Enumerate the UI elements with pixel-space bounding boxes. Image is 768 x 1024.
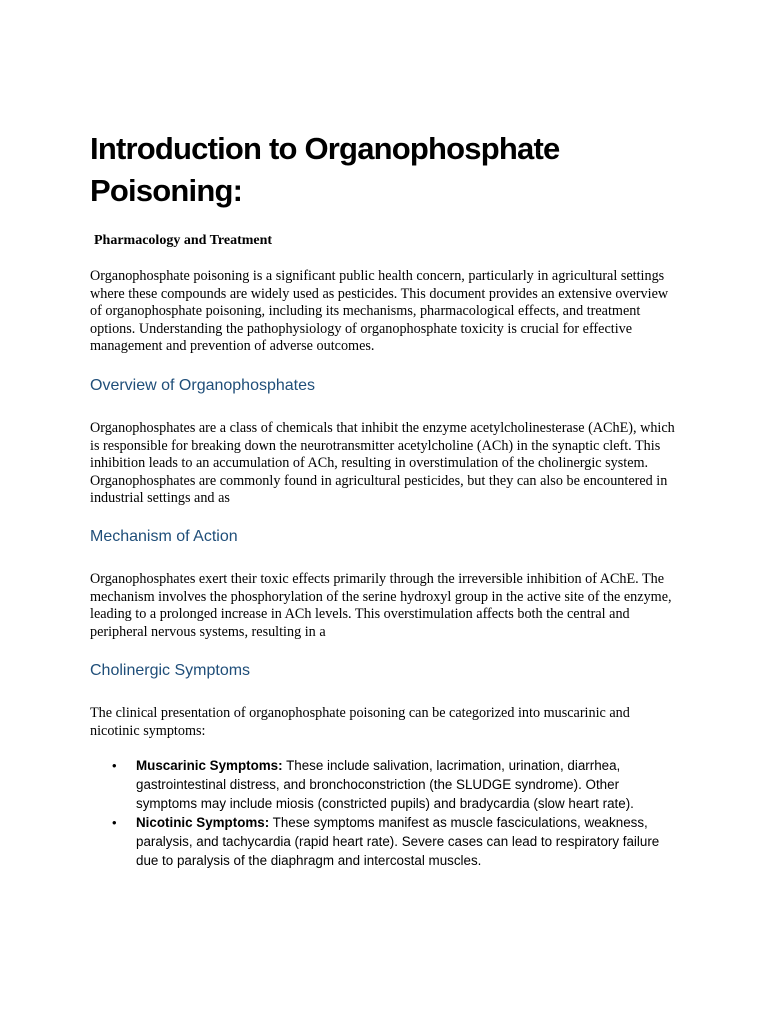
bullet-icon: •	[112, 758, 117, 773]
section-body-overview: Organophosphates are a class of chemicals that inhibit the enzyme acetylcholinesterase (AChE), which is responsible for breaking down the neurotransmitter acetylcholine (ACh) in the synaptic cleft. This inhibition leads to an accumulation of ACh, resulting in overstimulation of the cholinergic system. Organophosphates are commonly found in agricultural pesticides, but they can also be encountered in industrial settings and as	[90, 420, 675, 507]
bullet-text: These symptoms manifest as muscle fasciculations, weakness, paralysis, and tachycardia (rapid heart rate). Severe cases can lead to respiratory failure due to paralysis of the diaphragm and intercostal muscles.	[136, 815, 660, 868]
section-heading-symptoms: Cholinergic Symptoms	[90, 662, 251, 679]
symptom-list	[90, 756, 682, 870]
section-body-mechanism: Organophosphates exert their toxic effects primarily through the irreversible inhibition of AChE. The mechanism involves the phosphorylation of the serine hydroxyl group in the active site of the enzyme, leading to a prolonged increase in ACh levels. This overstimulation affects both the central and peripheral nervous systems, resulting in a	[90, 571, 672, 640]
list-item-muscarinic	[90, 756, 682, 813]
bullet-term: Muscarinic Symptoms:	[136, 758, 283, 773]
bullet-term: Nicotinic Symptoms:	[136, 815, 270, 830]
section-heading-mechanism: Mechanism of Action	[90, 528, 238, 545]
intro-paragraph: Organophosphate poisoning is a significant public health concern, particularly in agricultural settings where these compounds are widely used as pesticides. This document provides an extensive overview of organophosphate poisoning, including its mechanisms, pharmacological effects, and treatment options. Understanding the pathophysiology of organophosphate toxicity is crucial for effective management and prevention of adverse outcomes.	[90, 268, 669, 355]
list-item-nicotinic	[90, 813, 682, 870]
section-body-symptoms: The clinical presentation of organophosphate poisoning can be categorized into muscarinic and nicotinic symptoms:	[90, 705, 630, 739]
bullet-text: These include salivation, lacrimation, urination, diarrhea, gastrointestinal distress, and bronchoconstriction (the SLUDGE syndrome). Other symptoms may include miosis (constricted pupils) and bradycardia (slow heart rate).	[136, 758, 634, 811]
document-title: Introduction to Organophosphate Poisoning:	[90, 131, 560, 208]
document-subtitle: Pharmacology and Treatment	[94, 233, 273, 248]
section-heading-overview: Overview of Organophosphates	[90, 377, 316, 394]
bullet-icon: •	[112, 815, 117, 830]
